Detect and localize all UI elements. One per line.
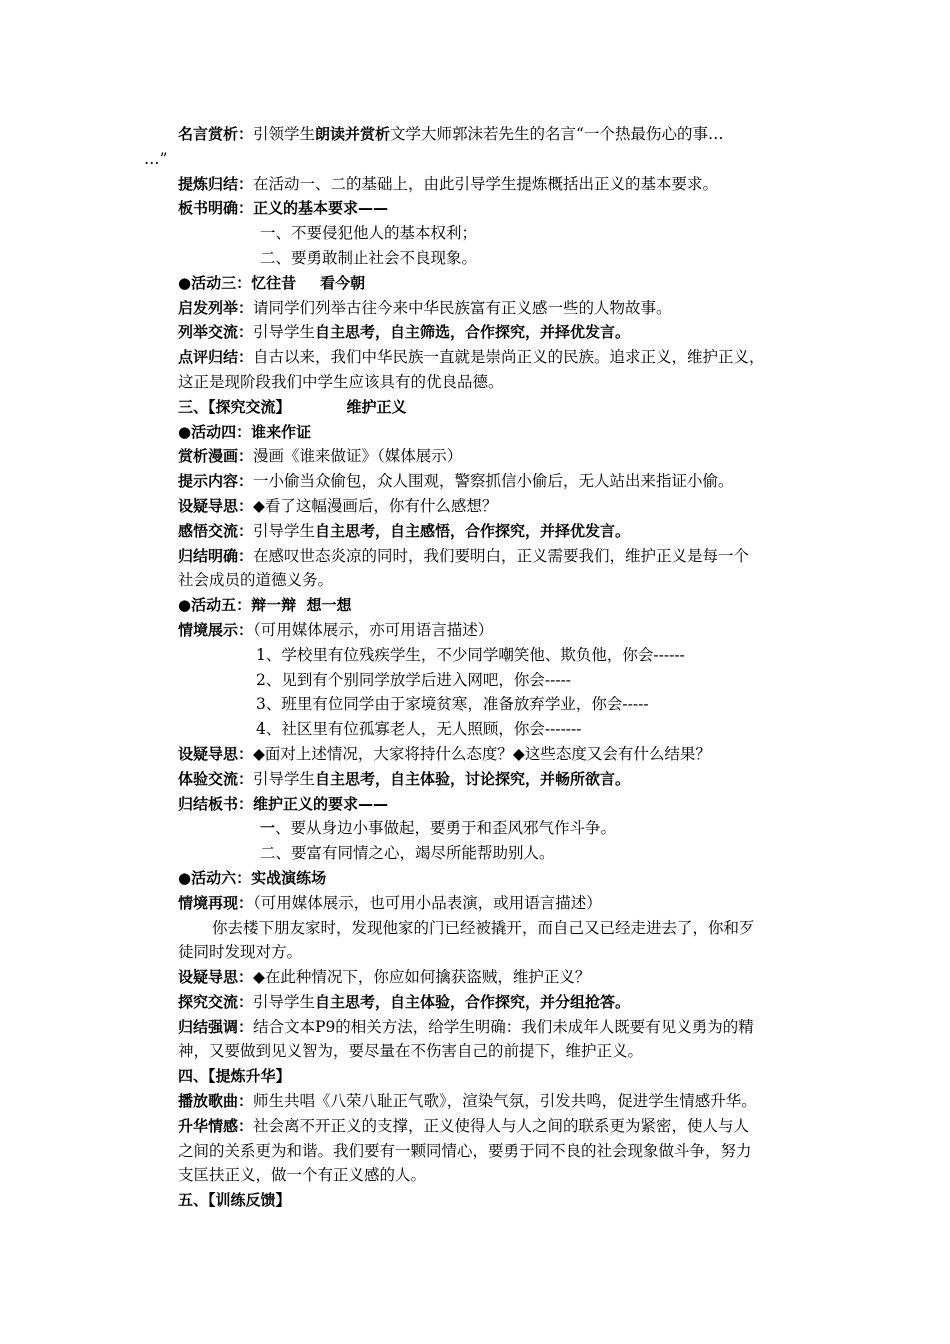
list-item: 二、要富有同情之心，竭尽所能帮助别人。: [260, 844, 555, 863]
paragraph-quote-appreciation: 名言赏析：引领学生朗读并赏析文学大师郭沫若先生的名言“一个热最伤心的事…: [178, 125, 724, 143]
scenario-item: 1、学校里有位残疾学生，不少同学嘲笑他、欺负他，你会------: [256, 645, 685, 664]
paragraph: 启发列举：请同学们列举古往今来中华民族富有正义感一些的人物故事。: [178, 298, 672, 317]
list-item: 一、不要侵犯他人的基本权利；: [260, 224, 478, 243]
scenario-item: 2、见到有个别同学放学后进入网吧，你会-----: [256, 670, 572, 689]
document-body: [144, 122, 818, 1213]
paragraph: 归结明确：在感叹世态炎凉的同时，我们要明白，正义需要我们，维护正义是每一个: [178, 546, 750, 565]
continuation-line: 这正是现阶段我们中学生应该具有的优良品德。: [178, 372, 504, 391]
paragraph: 设疑导思：◆面对上述情况，大家将持什么态度？◆这些态度又会有什么结果？: [178, 744, 711, 763]
paragraph: 赏析漫画：漫画《谁来做证》（媒体展示）: [178, 447, 463, 466]
paragraph: 设疑导思：◆在此种情况下，你应如何擒获盗贼，维护正义？: [178, 968, 591, 987]
activity-heading: ●活动三：忆往昔 看今朝: [178, 273, 366, 292]
paragraph: 列举交流：引导学生自主思考，自主筛选，合作探究，并择优发言。: [178, 323, 631, 342]
scenario-item: 4、社区里有位孤寡老人，无人照顾，你会-------: [256, 720, 582, 739]
continuation-line: …”: [144, 149, 168, 168]
continuation-line: 支匡扶正义，做一个有正义感的人。: [178, 1166, 427, 1185]
paragraph: 播放歌曲：师生共唱《八荣八耻正气歌》，渲染气氛，引发共鸣，促进学生情感升华。: [178, 1092, 757, 1111]
continuation-line: 社会成员的道德义务。: [178, 571, 334, 590]
scenario-item: 3、班里有位同学由于家境贫寒，准备放弃学业，你会-----: [256, 695, 649, 714]
paragraph: 升华情感：社会离不开正义的支撑，正义使得人与人之间的联系更为紧密，使人与人: [178, 1116, 750, 1135]
paragraph: 点评归结：自古以来，我们中华民族一直就是崇尚正义的民族。追求正义，维护正义，: [178, 348, 765, 367]
section-heading: 四、【提炼升华】: [178, 1067, 291, 1086]
paragraph: 探究交流：引导学生自主思考，自主体验，合作探究，并分组抢答。: [178, 992, 631, 1011]
continuation-line: 徒同时发现对方。: [178, 943, 303, 962]
paragraph: 情境展示：（可用媒体展示，亦可用语言描述）: [178, 620, 494, 639]
paragraph: 设疑导思：◆看了这幅漫画后，你有什么感想？: [178, 496, 498, 515]
continuation-line: 神，又要做到见义智为，要尽量在不伤害自己的前提下，维护正义。: [178, 1042, 644, 1061]
activity-heading: ●活动六：实战演练场: [178, 868, 327, 887]
activity-heading: ●活动四：谁来作证: [178, 422, 312, 441]
list-item: 一、要从身边小事做起，要勇于和歪风邪气作斗争。: [260, 819, 617, 838]
section-heading: 三、【探究交流】 维护正义: [178, 397, 407, 416]
label: 名言赏析：: [178, 125, 254, 143]
paragraph-board-note: 板书明确：正义的基本要求——: [178, 199, 389, 218]
paragraph: 归结强调：结合文本P9的相关方法，给学生明确：我们未成年人既要有见义勇为的精: [178, 1017, 754, 1036]
activity-heading: ●活动五：辩一辩 想一想: [178, 596, 352, 615]
section-heading: 五、【训练反馈】: [178, 1191, 291, 1210]
list-item: 二、要勇敢制止社会不良现象。: [260, 248, 478, 267]
paragraph: 感悟交流：引导学生自主思考，自主感悟，合作探究，并择优发言。: [178, 521, 631, 540]
paragraph: 归结板书：维护正义的要求——: [178, 794, 389, 813]
paragraph: 情境再现：（可用媒体展示，也可用小品表演，或用语言描述）: [178, 893, 602, 912]
paragraph-summary: 提炼归结：在活动一、二的基础上，由此引导学生提炼概括出正义的基本要求。: [178, 174, 719, 193]
scenario-paragraph: 你去楼下朋友家时，发现他家的门已经被撬开，而自己又已经走进去了，你和歹: [212, 918, 755, 937]
paragraph: 提示内容：一小偷当众偷包，众人围观，警察抓信小偷后，无人站出来指证小偷。: [178, 472, 734, 491]
continuation-line: 之间的关系更为和谐。我们要有一颗同情心，要勇于同不良的社会现象做斗争，努力: [178, 1141, 752, 1160]
paragraph: 体验交流：引导学生自主思考，自主体验，讨论探究，并畅所欲言。: [178, 769, 631, 788]
